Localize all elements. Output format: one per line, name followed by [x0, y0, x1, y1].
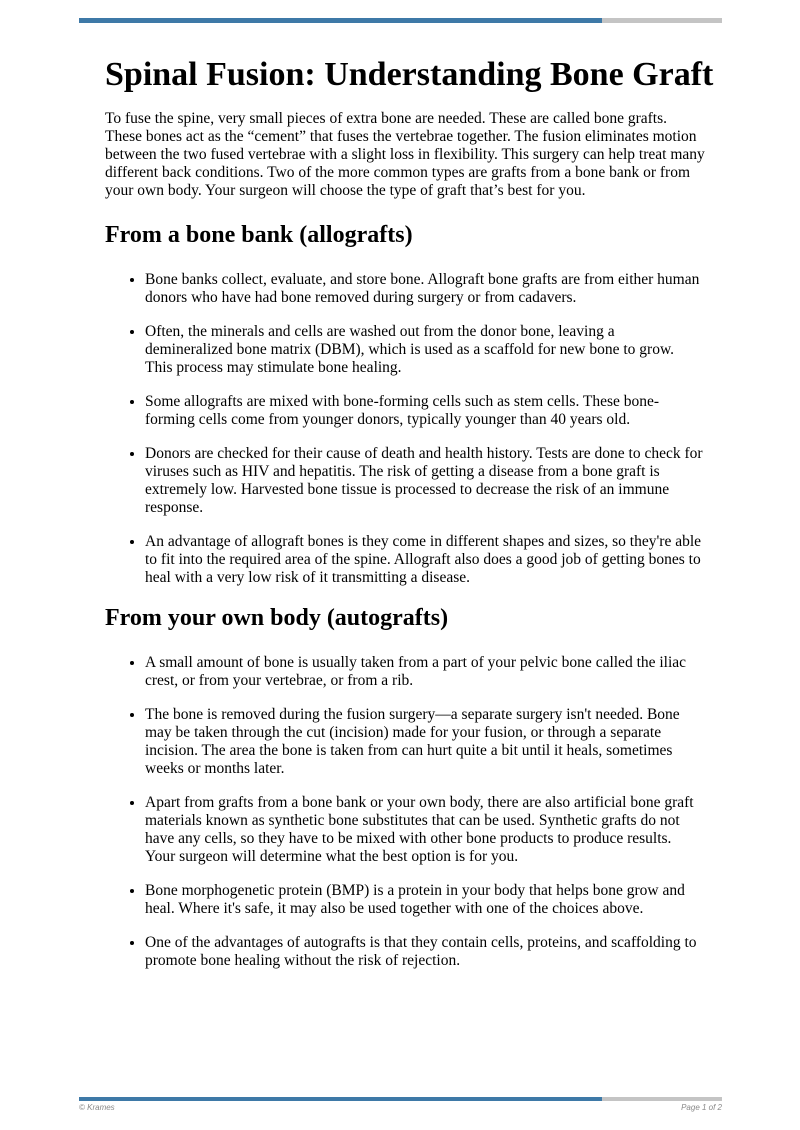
list-item: • Bone morphogenetic protein (BMP) is a protein in your body that helps bone grow and heal. Where it's safe, it may also be used together with one of the choices above. [145, 882, 705, 918]
section-heading: From your own body (autografts) [105, 605, 449, 631]
list-item: • Donors are checked for their cause of death and health history. Tests are done to check for viruses such as HIV and hepatitis. The risk of getting a disease from a bone graft is extremely low. Harvested bone tissue is processed to decrease the risk of an immune response. [145, 445, 705, 517]
page-title: Spinal Fusion: Understanding Bone Graft [105, 56, 714, 93]
header-rule-muted [602, 18, 722, 23]
section-allografts [105, 220, 705, 587]
bullet-list [105, 271, 705, 587]
header-rule-accent [79, 18, 602, 23]
list-item: • Often, the minerals and cells are washed out from the donor bone, leaving a demineralized bone matrix (DBM), which is used as a scaffold for new bone to grow. This process may stimulate bone healing. [145, 323, 705, 377]
list-item: • An advantage of allograft bones is they come in different shapes and sizes, so they're able to fit into the required area of the spine. Allograft also does a good job of getting bones to heal with a very low risk of it transmitting a disease. [145, 533, 705, 587]
list-item: • The bone is removed during the fusion surgery—a separate surgery isn't needed. Bone may be taken through the cut (incision) made for your fusion, or through a separate incision. The area the bone is taken from can hurt quite a bit until it heals, sometimes weeks or months later. [145, 706, 705, 778]
list-item: • Apart from grafts from a bone bank or your own body, there are also artificial bone graft materials known as synthetic bone substitutes that can be used. Synthetic grafts do not have any cells, so they have to be mixed with other bone products to produce results. Your surgeon will determine what the best option is for you. [145, 794, 705, 866]
copyright-text: © Krames [79, 1103, 115, 1112]
footer-rule-accent [79, 1097, 602, 1101]
footer-rule-muted [602, 1097, 722, 1101]
section-autografts [105, 603, 705, 970]
list-item: • A small amount of bone is usually taken from a part of your pelvic bone called the iliac crest, or from your vertebrae, or from a rib. [145, 654, 705, 690]
section-heading: From a bone bank (allografts) [105, 222, 413, 248]
page-footer [79, 1103, 722, 1112]
bullet-list [105, 654, 705, 970]
list-item: • Some allografts are mixed with bone-forming cells such as stem cells. These bone-forming cells come from younger donors, typically younger than 40 years old. [145, 393, 705, 429]
footer-rule [79, 1097, 722, 1101]
header-rule [79, 18, 722, 23]
intro-paragraph: To fuse the spine, very small pieces of extra bone are needed. These are called bone grafts. These bones act as the “cement” that fuses the vertebrae together. The fusion eliminates motion between the two fused vertebrae with a slight loss in flexibility. This surgery can help treat many different back conditions. Two of the more common types are grafts from a bone bank or from your own body. Your surgeon will choose the type of graft that’s best for you. [105, 110, 705, 199]
list-item: • Bone banks collect, evaluate, and store bone. Allograft bone grafts are from either human donors who have had bone removed during surgery or from cadavers. [145, 271, 705, 307]
article-body [105, 55, 714, 986]
list-item: • One of the advantages of autografts is that they contain cells, proteins, and scaffolding to promote bone healing without the risk of rejection. [145, 934, 705, 970]
page-number: Page 1 of 2 [681, 1103, 722, 1112]
